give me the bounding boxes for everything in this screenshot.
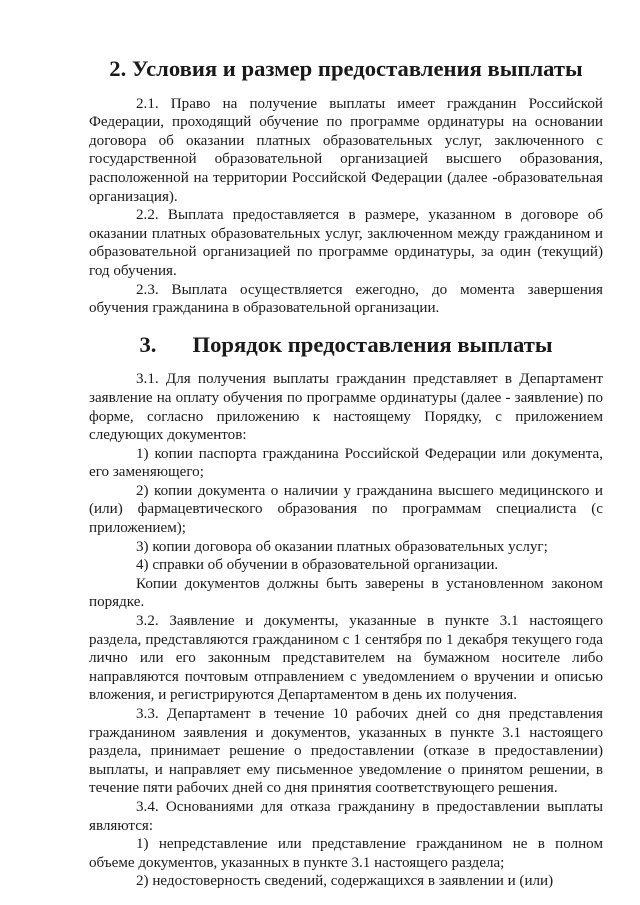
paragraph-3-3: 3.3. Департамент в течение 10 рабочих дней со дня представления гражданином заявления и документов, указанных в пункте 3.1 настоящего раздела, принимает решение о предоставлении (отказе в предоставлении) выплаты, и направляет ему письменное уведомление о принятом решении, в течение пяти рабочих дней со дня принятия соответствующего решения. (89, 706, 603, 797)
section-3-body (89, 370, 603, 891)
list-item-study-certificate: 4) справки об обучении в образовательной организации. (136, 557, 499, 574)
paragraph-3-2: 3.2. Заявление и документы, указанные в пункте 3.1 настоящего раздела, представляются гражданином с 1 сентября по 1 декабря текущего года лично или его законным представителем на бумажном носителе либо направляются почтовым отправлением с уведомлением о вручении и описью вложения, и регистрируются Департаментом в день их получения. (89, 613, 603, 704)
paragraph-3-1: 3.1. Для получения выплаты гражданин представляет в Департамент заявление на оплату обучения по программе ординатуры (далее - заявление) по форме, согласно приложению к настоящему Порядку, с приложением следующих документов: (89, 371, 603, 444)
section-2-body (89, 95, 603, 318)
list-item-education-document: 2) копии документа о наличии у гражданина высшего медицинского и (или) фармацевтического образования по программам специалиста (с приложением); (89, 482, 603, 537)
paragraph-2-1: 2.1. Право на получение выплаты имеет гражданин Российской Федерации, проходящий обучение по программе ординатуры на основании договора об оказании платных образовательных услуг, заключенного с государственной образовательной организацией высшего образования, расположенной на территории Российской Федерации (далее -образовательная организация). (89, 95, 603, 205)
paragraph-3-4: 3.4. Основаниями для отказа гражданину в предоставлении выплаты являются: (89, 798, 603, 834)
list-item-incomplete-documents: 1) непредставление или представление гражданином не в полном объеме документов, указанных в пункте 3.1 настоящего раздела; (89, 836, 603, 871)
list-item-passport: 1) копии паспорта гражданина Российской Федерации или документа, его заменяющего; (89, 445, 603, 481)
list-item-contract-copy: 3) копии договора об оказании платных образовательных услуг; (136, 538, 548, 555)
paragraph-copies-certified: Копии документов должны быть заверены в установленном законом порядке. (89, 575, 603, 611)
section-2-heading: 2. Условия и размер предоставления выплаты (109, 56, 583, 81)
document-page (89, 56, 603, 891)
section-3-heading (89, 331, 603, 357)
section-3-number: 3. (139, 331, 157, 357)
paragraph-2-3: 2.3. Выплата осуществляется ежегодно, до момента завершения обучения гражданина в образовательной организации. (89, 281, 603, 317)
section-3-title: Порядок предоставления выплаты (192, 331, 553, 357)
list-item-unreliable-info: 2) недостоверность сведений, содержащихся в заявлении и (или) (136, 873, 554, 890)
paragraph-2-2: 2.2. Выплата предоставляется в размере, указанном в договоре об оказании платных образовательных услуг, заключенном между гражданином и образовательной организацией по программе ординатуры, за один (текущий) год обучения. (89, 207, 603, 279)
